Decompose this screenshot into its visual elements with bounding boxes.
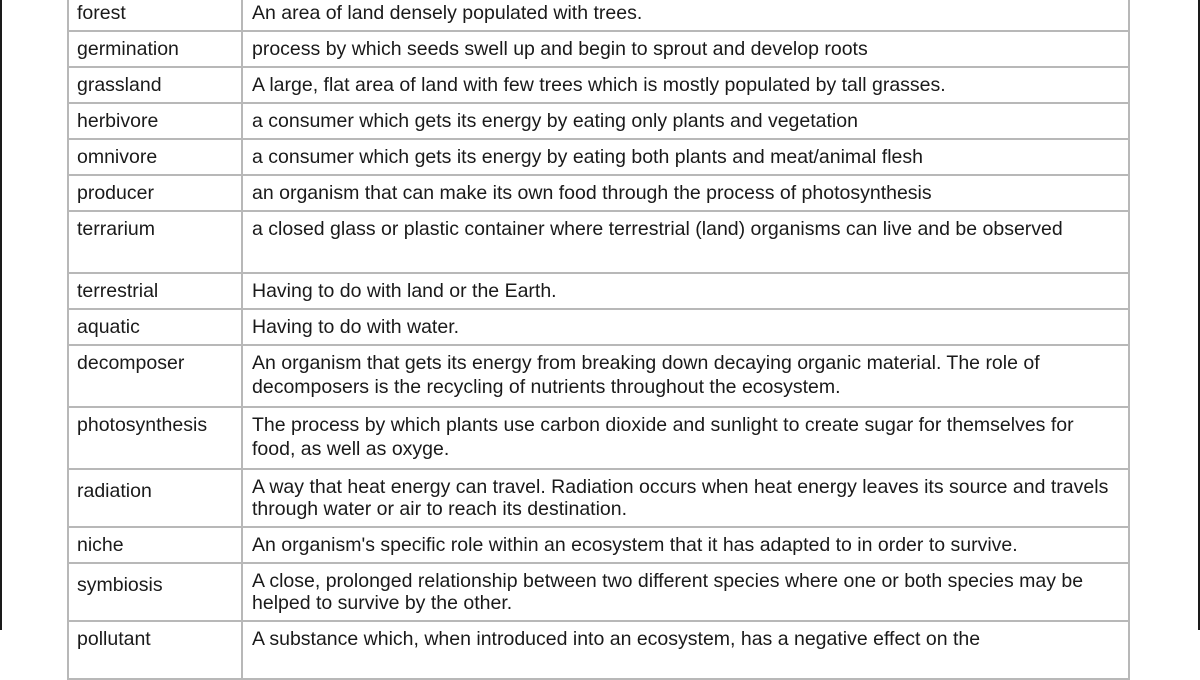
term-cell: niche: [68, 527, 242, 563]
definition-cell: a consumer which gets its energy by eating only plants and vegetation: [242, 103, 1129, 139]
term-cell: symbiosis: [68, 563, 242, 621]
definition-cell: Having to do with land or the Earth.: [242, 273, 1129, 309]
definition-cell: An area of land densely populated with trees.: [242, 0, 1129, 31]
table-row: [68, 31, 1129, 67]
table-row: [68, 407, 1129, 469]
definition-cell: A way that heat energy can travel. Radiation occurs when heat energy leaves its source and travels through water or air to reach its destination.: [242, 469, 1129, 527]
table-row: [68, 0, 1129, 31]
table-row: [68, 563, 1129, 621]
term-cell: grassland: [68, 67, 242, 103]
table-row: [68, 309, 1129, 345]
definition-cell: An organism's specific role within an ecosystem that it has adapted to in order to survive.: [242, 527, 1129, 563]
table-row: [68, 469, 1129, 527]
table-row: [68, 273, 1129, 309]
definition-cell: A substance which, when introduced into an ecosystem, has a negative effect on the: [242, 621, 1129, 679]
definition-cell: a closed glass or plastic container where terrestrial (land) organisms can live and be observed: [242, 211, 1129, 273]
definition-cell: A large, flat area of land with few trees which is mostly populated by tall grasses.: [242, 67, 1129, 103]
term-cell: forest: [68, 0, 242, 31]
term-cell: pollutant: [68, 621, 242, 679]
term-cell: radiation: [68, 469, 242, 527]
term-cell: germination: [68, 31, 242, 67]
table-row: [68, 139, 1129, 175]
term-cell: aquatic: [68, 309, 242, 345]
table-row: [68, 621, 1129, 679]
table-row: [68, 211, 1129, 273]
definition-cell: A close, prolonged relationship between two different species where one or both species may be helped to survive by the other.: [242, 563, 1129, 621]
table-row: [68, 103, 1129, 139]
term-cell: herbivore: [68, 103, 242, 139]
table-row: [68, 345, 1129, 407]
definition-cell: an organism that can make its own food through the process of photosynthesis: [242, 175, 1129, 211]
left-border: [0, 0, 2, 630]
definition-cell: process by which seeds swell up and begin to sprout and develop roots: [242, 31, 1129, 67]
definition-cell: a consumer which gets its energy by eating both plants and meat/animal flesh: [242, 139, 1129, 175]
term-cell: terrestrial: [68, 273, 242, 309]
glossary-table: [67, 0, 1130, 680]
term-cell: decomposer: [68, 345, 242, 407]
term-cell: photosynthesis: [68, 407, 242, 469]
table-row: [68, 175, 1129, 211]
table-row: [68, 527, 1129, 563]
term-cell: terrarium: [68, 211, 242, 273]
term-cell: producer: [68, 175, 242, 211]
definition-cell: The process by which plants use carbon dioxide and sunlight to create sugar for themselves for food, as well as oxyge.: [242, 407, 1129, 469]
definition-cell: An organism that gets its energy from breaking down decaying organic material. The role of decomposers is the recycling of nutrients throughout the ecosystem.: [242, 345, 1129, 407]
table-row: [68, 67, 1129, 103]
term-cell: omnivore: [68, 139, 242, 175]
definition-cell: Having to do with water.: [242, 309, 1129, 345]
